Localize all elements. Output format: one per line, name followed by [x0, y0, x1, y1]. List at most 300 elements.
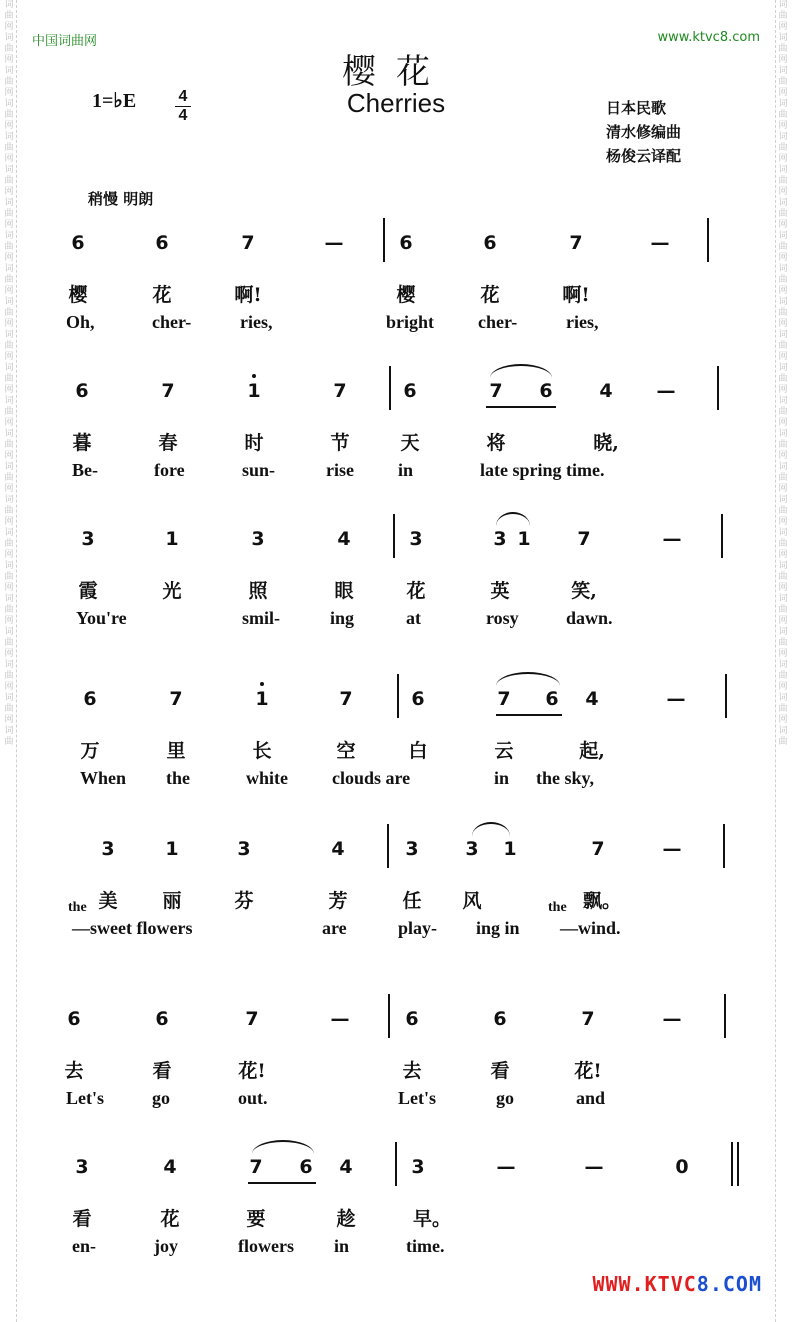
watermark-char: 词 [778, 132, 788, 142]
note: 4 [337, 528, 351, 550]
watermark-char: 曲 [778, 440, 788, 450]
watermark-char: 词 [4, 726, 14, 736]
lyric-chinese: 春 [158, 432, 178, 454]
lyric-english: ries, [240, 312, 273, 332]
note: 3 [409, 528, 423, 550]
tempo-marking: 稍慢 明朗 [88, 190, 154, 208]
barline [397, 674, 399, 718]
watermark-char: 词 [4, 132, 14, 142]
watermark-char: 曲 [778, 407, 788, 417]
lyric-chinese: 早。 [413, 1208, 452, 1230]
lyric-chinese: 啊! [234, 284, 262, 306]
barline [723, 824, 725, 868]
watermark-char: 曲 [778, 572, 788, 582]
note: 7 [591, 838, 605, 860]
watermark-char: 词 [4, 429, 14, 439]
score-system [0, 228, 792, 378]
lyric-english: flowers [238, 1236, 294, 1256]
watermark-char: 网 [778, 154, 788, 164]
barline [737, 1142, 739, 1186]
watermark-char: 网 [4, 451, 14, 461]
watermark-char: 词 [4, 99, 14, 109]
note: 1 [255, 688, 269, 710]
lyric-english: and [576, 1088, 606, 1108]
watermark-char: 词 [778, 0, 788, 10]
barline [707, 218, 709, 262]
watermark-char: 词 [778, 561, 788, 571]
lyric-chinese: 暮 [72, 432, 92, 454]
credit-arranger: 清水修编曲 [606, 123, 682, 141]
lyric-chinese: 趁 [336, 1208, 356, 1230]
note: 1 [517, 528, 531, 550]
note: 4 [585, 688, 599, 710]
slur [496, 672, 560, 686]
note: 4 [331, 838, 345, 860]
note: 7 [339, 688, 353, 710]
lyric-english: When [80, 768, 127, 788]
lyric-chinese: 花 [480, 284, 500, 306]
lyric-small-word: the [548, 900, 567, 915]
lyric-english: go [152, 1088, 170, 1108]
lyric-english: ing [330, 608, 355, 628]
watermark-char: 网 [4, 187, 14, 197]
note: 6 [155, 1008, 169, 1030]
note: 6 [155, 232, 169, 254]
barline [717, 366, 719, 410]
watermark-char: 网 [778, 253, 788, 263]
note: 7 [245, 1008, 259, 1030]
lyric-chinese: 风 [462, 890, 482, 912]
watermark-char: 网 [4, 22, 14, 32]
watermark-char: 曲 [778, 605, 788, 615]
watermark-char: 网 [778, 22, 788, 32]
note: 4 [599, 380, 613, 402]
watermark-char: 网 [4, 55, 14, 65]
watermark-char: 词 [4, 231, 14, 241]
note: 3 [405, 838, 419, 860]
note-extension: — [656, 380, 676, 402]
watermark-char: 网 [778, 682, 788, 692]
watermark-char: 曲 [4, 209, 14, 219]
lyric-chinese: 云 [494, 740, 514, 762]
watermark-char: 网 [778, 220, 788, 230]
song-title-english: Cherries [346, 88, 446, 118]
watermark-char: 曲 [4, 407, 14, 417]
note: 7 [569, 232, 583, 254]
watermark-char: 网 [4, 649, 14, 659]
watermark-char: 词 [4, 33, 14, 43]
watermark-char: 曲 [4, 539, 14, 549]
watermark-char: 网 [4, 550, 14, 560]
watermark-char: 网 [778, 286, 788, 296]
note: 6 [75, 380, 89, 402]
watermark-char: 网 [778, 550, 788, 560]
note: 7 [249, 1156, 263, 1178]
watermark-char: 曲 [778, 11, 788, 21]
lyric-english: out. [238, 1088, 268, 1108]
watermark-char: 网 [4, 154, 14, 164]
lyric-chinese: 飘。 [583, 890, 622, 912]
lyric-english: —sweet flowers [72, 918, 193, 938]
note: 7 [169, 688, 183, 710]
note: 3 [75, 1156, 89, 1178]
note: 0 [675, 1156, 689, 1178]
lyric-english: You're [76, 608, 127, 628]
meter-bottom: 4 [178, 107, 188, 124]
watermark-char: 曲 [778, 308, 788, 318]
note: 7 [581, 1008, 595, 1030]
watermark-char: 词 [778, 297, 788, 307]
watermark-char: 曲 [4, 275, 14, 285]
score-system [0, 684, 792, 834]
site-watermark-left: 中国词曲网 [32, 34, 98, 49]
note: 6 [539, 380, 553, 402]
note-extension: — [662, 838, 682, 860]
watermark-char: 曲 [4, 737, 14, 747]
beat-underline [248, 1182, 316, 1184]
lyric-chinese: 白 [408, 740, 428, 762]
watermark-char: 网 [4, 352, 14, 362]
barline [395, 1142, 397, 1186]
lyric-chinese: 长 [252, 740, 272, 762]
watermark-char: 曲 [4, 473, 14, 483]
lyric-chinese: 里 [166, 740, 186, 762]
score-system [0, 524, 792, 674]
watermark-char: 词 [778, 495, 788, 505]
watermark-char: 网 [778, 616, 788, 626]
watermark-char: 网 [778, 319, 788, 329]
watermark-char: 网 [4, 319, 14, 329]
watermark-char: 曲 [4, 671, 14, 681]
lyric-english: rosy [486, 608, 519, 628]
watermark-char: 网 [4, 220, 14, 230]
watermark-char: 词 [4, 198, 14, 208]
watermark-char: 曲 [778, 242, 788, 252]
brand-watermark [592, 1272, 762, 1296]
note: 6 [405, 1008, 419, 1030]
watermark-char: 网 [778, 715, 788, 725]
watermark-char: 曲 [4, 440, 14, 450]
lyric-english: in [398, 460, 414, 480]
watermark-char: 网 [778, 88, 788, 98]
note: 7 [241, 232, 255, 254]
note: 6 [545, 688, 559, 710]
key-signature: 1=♭E [92, 90, 137, 112]
note-extension: — [330, 1008, 350, 1030]
brand-part-1: WWW.KTVC [592, 1272, 697, 1296]
watermark-char: 词 [778, 165, 788, 175]
lyric-english: joy [154, 1236, 178, 1256]
lyric-english: clouds are [332, 768, 411, 788]
watermark-char: 词 [778, 726, 788, 736]
note-extension: — [662, 1008, 682, 1030]
lyric-chinese: 啊! [562, 284, 590, 306]
watermark-char: 词 [778, 99, 788, 109]
note: 6 [411, 688, 425, 710]
note: 1 [165, 528, 179, 550]
watermark-char: 曲 [778, 341, 788, 351]
watermark-char: 网 [4, 88, 14, 98]
watermark-char: 词 [4, 594, 14, 604]
watermark-char: 词 [778, 33, 788, 43]
note: 3 [251, 528, 265, 550]
note: 6 [83, 688, 97, 710]
watermark-char: 网 [778, 187, 788, 197]
watermark-char: 词 [778, 363, 788, 373]
lyric-english: white [246, 768, 288, 788]
barline [387, 824, 389, 868]
lyric-english: smil- [242, 608, 280, 628]
watermark-char: 词 [778, 330, 788, 340]
watermark-char: 曲 [778, 704, 788, 714]
note: 1 [165, 838, 179, 860]
watermark-char: 网 [4, 682, 14, 692]
note-extension: — [324, 232, 344, 254]
watermark-char: 词 [4, 528, 14, 538]
note-extension: — [662, 528, 682, 550]
watermark-char: 词 [778, 528, 788, 538]
watermark-char: 网 [778, 418, 788, 428]
lyric-chinese: 要 [246, 1208, 266, 1230]
watermark-char: 词 [778, 264, 788, 274]
watermark-char: 网 [4, 385, 14, 395]
lyric-english: Oh, [66, 312, 95, 332]
watermark-char: 词 [778, 66, 788, 76]
lyric-chinese: 花! [238, 1060, 266, 1082]
note: 3 [101, 838, 115, 860]
watermark-char: 网 [778, 385, 788, 395]
lyric-chinese: 霞 [78, 580, 98, 602]
note: 6 [71, 232, 85, 254]
watermark-char: 曲 [778, 671, 788, 681]
note-extension: — [496, 1156, 516, 1178]
lyric-chinese: 花! [574, 1060, 602, 1082]
watermark-char: 网 [778, 352, 788, 362]
watermark-char: 词 [4, 561, 14, 571]
watermark-char: 曲 [778, 110, 788, 120]
watermark-char: 词 [4, 495, 14, 505]
lyric-chinese: 看 [490, 1060, 510, 1082]
note: 7 [577, 528, 591, 550]
lyric-chinese: 看 [152, 1060, 172, 1082]
credit-origin: 日本民歌 [606, 99, 667, 117]
note: 3 [237, 838, 251, 860]
watermark-char: 曲 [778, 143, 788, 153]
lyric-english: Be- [72, 460, 98, 480]
note: 7 [333, 380, 347, 402]
barline [725, 674, 727, 718]
song-title-chinese: 樱花 [342, 52, 450, 92]
lyric-chinese: 笑, [571, 580, 597, 602]
watermark-char: 网 [4, 121, 14, 131]
note: 3 [465, 838, 479, 860]
watermark-char: 词 [778, 429, 788, 439]
note: 6 [403, 380, 417, 402]
lyric-chinese: 起, [579, 740, 605, 762]
barline [388, 994, 390, 1038]
lyric-chinese: 眼 [334, 580, 354, 602]
lyric-english: time. [406, 1236, 445, 1256]
lyric-english: cher- [152, 312, 192, 332]
lyric-english: ing in [476, 918, 520, 938]
watermark-char: 曲 [4, 11, 14, 21]
lyric-chinese: 花 [160, 1208, 180, 1230]
watermark-char: 曲 [778, 638, 788, 648]
note: 3 [493, 528, 507, 550]
lyric-chinese: 万 [80, 740, 100, 762]
watermark-char: 词 [4, 462, 14, 472]
lyric-chinese: 去 [64, 1060, 84, 1082]
lyric-english: Let's [398, 1088, 436, 1108]
lyric-chinese: 丽 [162, 890, 182, 912]
note: 7 [161, 380, 175, 402]
watermark-char: 网 [778, 121, 788, 131]
lyric-chinese: 节 [330, 432, 350, 454]
lyric-english: rise [326, 460, 354, 480]
lyric-english: bright [386, 312, 435, 332]
watermark-char: 曲 [778, 44, 788, 54]
watermark-char: 网 [4, 616, 14, 626]
watermark-char: 曲 [4, 110, 14, 120]
lyric-chinese: 时 [244, 432, 264, 454]
note: 6 [299, 1156, 313, 1178]
watermark-char: 网 [4, 286, 14, 296]
watermark-char: 曲 [4, 374, 14, 384]
watermark-char: 曲 [778, 77, 788, 87]
score-system [0, 1004, 792, 1154]
note: 4 [339, 1156, 353, 1178]
watermark-char: 词 [778, 462, 788, 472]
watermark-char: 曲 [778, 473, 788, 483]
watermark-char: 词 [778, 396, 788, 406]
lyric-chinese: 芳 [328, 890, 348, 912]
watermark-char: 曲 [778, 275, 788, 285]
watermark-char: 词 [4, 66, 14, 76]
watermark-char: 曲 [4, 77, 14, 87]
lyric-english: fore [154, 460, 185, 480]
watermark-char: 曲 [4, 308, 14, 318]
barline [721, 514, 723, 558]
watermark-char: 词 [4, 363, 14, 373]
watermark-char: 曲 [4, 44, 14, 54]
lyric-english: Let's [66, 1088, 104, 1108]
watermark-char: 曲 [778, 209, 788, 219]
note: 6 [483, 232, 497, 254]
lyric-chinese: 芬 [234, 890, 254, 912]
watermark-char: 曲 [4, 638, 14, 648]
beat-underline [496, 714, 562, 716]
barline [383, 218, 385, 262]
watermark-char: 网 [778, 649, 788, 659]
watermark-char: 曲 [778, 539, 788, 549]
watermark-char: 词 [4, 297, 14, 307]
watermark-char: 曲 [4, 176, 14, 186]
watermark-char: 网 [778, 55, 788, 65]
watermark-char: 词 [4, 396, 14, 406]
lyric-chinese: 花 [152, 284, 172, 306]
credits-block [606, 96, 681, 168]
lyric-english: the [166, 768, 190, 788]
lyric-english: in [334, 1236, 350, 1256]
lyric-english: go [496, 1088, 514, 1108]
note-extension: — [666, 688, 686, 710]
watermark-char: 词 [778, 231, 788, 241]
score-system [0, 834, 792, 984]
meter-top: 4 [178, 88, 188, 105]
watermark-char: 网 [778, 451, 788, 461]
lyric-english: en- [72, 1236, 96, 1256]
watermark-char: 词 [4, 330, 14, 340]
watermark-char: 网 [4, 715, 14, 725]
lyric-chinese: 天 [400, 432, 420, 454]
lyric-chinese: 看 [72, 1208, 92, 1230]
watermark-char: 词 [4, 693, 14, 703]
barline [393, 514, 395, 558]
note-extension: — [584, 1156, 604, 1178]
score-system [0, 376, 792, 526]
note: 6 [67, 1008, 81, 1030]
watermark-char: 网 [4, 253, 14, 263]
brand-part-2: 8.COM [696, 1272, 762, 1296]
watermark-char: 网 [778, 484, 788, 494]
barline [724, 994, 726, 1038]
lyric-english: the sky, [536, 768, 595, 788]
lyric-chinese: 美 [98, 890, 118, 912]
lyric-english: play- [398, 918, 438, 938]
watermark-char: 词 [778, 594, 788, 604]
note: 3 [411, 1156, 425, 1178]
watermark-char: 曲 [778, 176, 788, 186]
site-watermark-right: www.ktvc8.com [657, 30, 760, 45]
lyric-english: —wind. [560, 918, 621, 938]
note: 7 [497, 688, 511, 710]
watermark-char: 词 [778, 198, 788, 208]
lyric-chinese: 花 [406, 580, 426, 602]
watermark-char: 曲 [4, 506, 14, 516]
lyric-chinese: 去 [402, 1060, 422, 1082]
watermark-char: 网 [4, 418, 14, 428]
lyric-chinese: 樱 [396, 284, 416, 306]
lyric-english: dawn. [566, 608, 613, 628]
note: 3 [81, 528, 95, 550]
credit-translator: 杨俊云译配 [606, 147, 682, 165]
watermark-char: 曲 [778, 737, 788, 747]
watermark-char: 曲 [778, 374, 788, 384]
watermark-char: 网 [778, 517, 788, 527]
lyric-chinese: 樱 [68, 284, 88, 306]
lyric-english: cher- [478, 312, 518, 332]
lyric-chinese: 照 [248, 580, 268, 602]
lyric-chinese: 将 [486, 432, 506, 454]
note-extension: — [650, 232, 670, 254]
watermark-char: 词 [778, 660, 788, 670]
watermark-char: 网 [4, 583, 14, 593]
note: 4 [163, 1156, 177, 1178]
watermark-char: 词 [4, 264, 14, 274]
note: 1 [503, 838, 517, 860]
lyric-chinese: 任 [402, 890, 422, 912]
watermark-char: 曲 [4, 704, 14, 714]
lyric-chinese: 晓, [593, 432, 619, 454]
note: 1 [247, 380, 261, 402]
lyric-english: at [406, 608, 421, 628]
lyric-english: are [322, 918, 347, 938]
watermark-char: 曲 [4, 341, 14, 351]
watermark-char: 网 [778, 583, 788, 593]
lyric-english: ries, [566, 312, 599, 332]
octave-dot [260, 682, 264, 686]
watermark-char: 词 [4, 165, 14, 175]
